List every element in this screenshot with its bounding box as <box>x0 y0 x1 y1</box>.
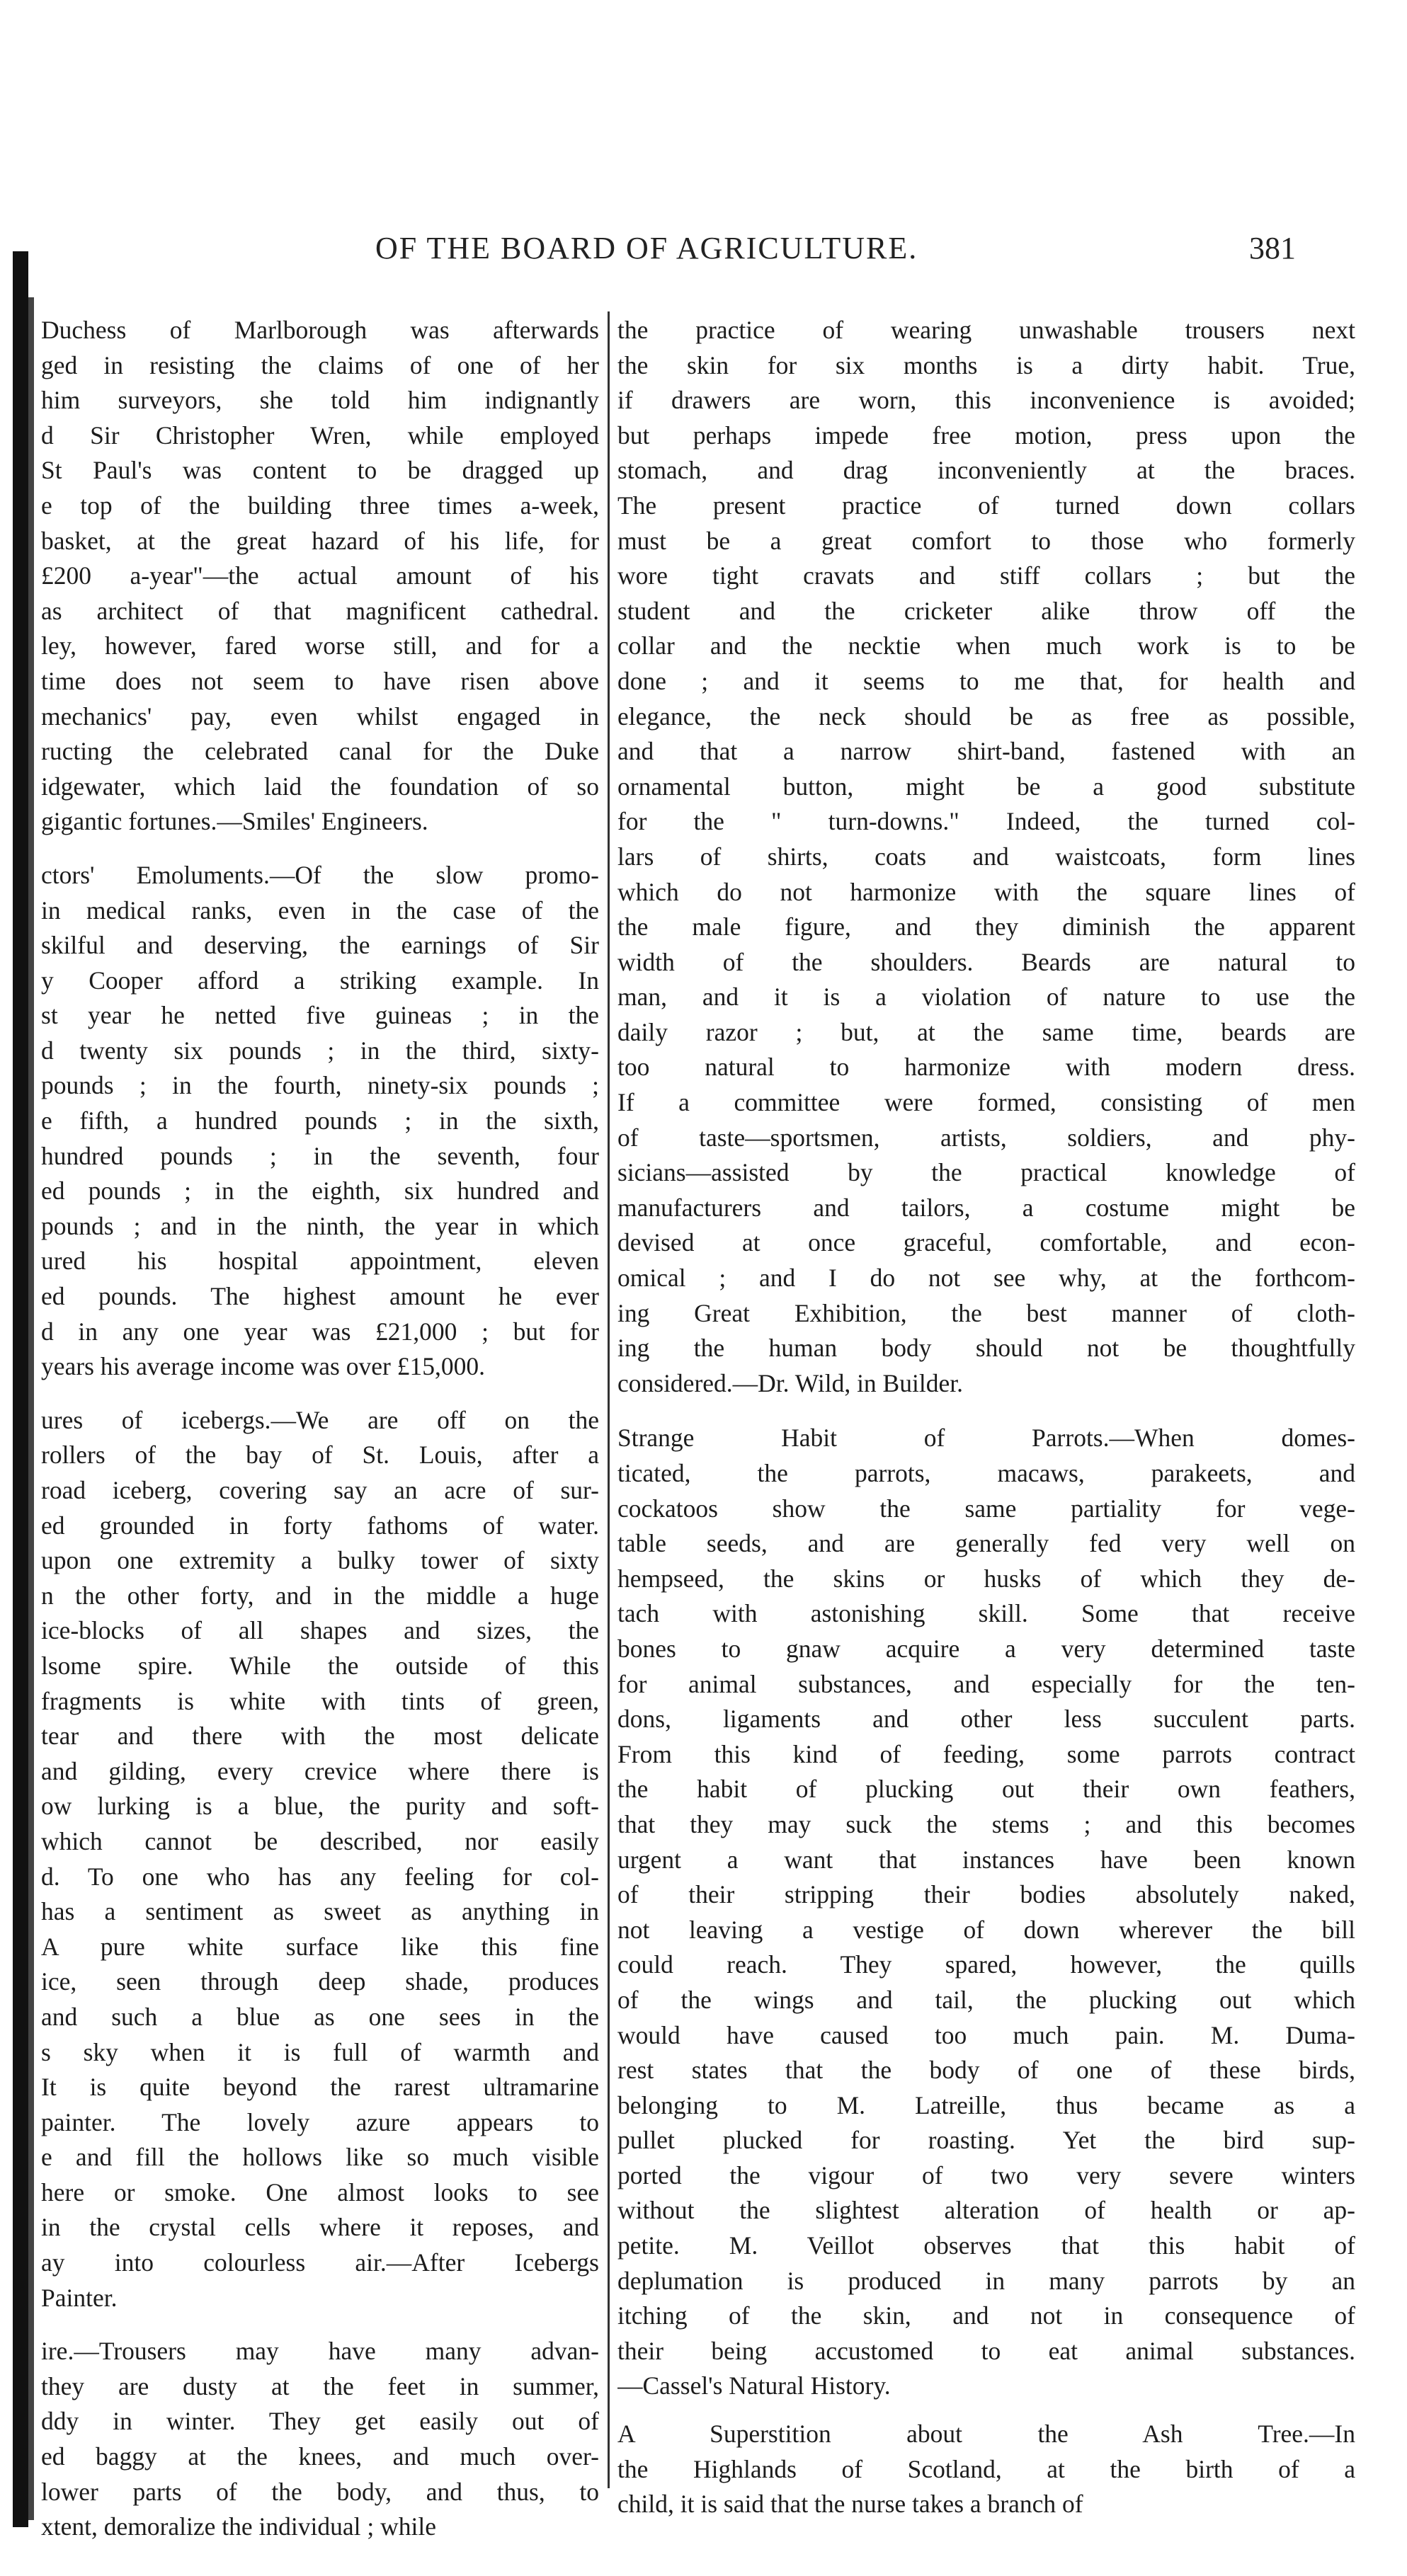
text-line: d Sir Christopher Wren, while employed <box>41 420 599 450</box>
right-column <box>617 313 1355 2522</box>
text-line: pullet plucked for roasting. Yet the bird sup- <box>617 2126 1355 2155</box>
column-rule <box>608 311 610 2488</box>
text-line: omical ; and I do not see why, at the forthcom- <box>617 1264 1355 1293</box>
text-line: hundred pounds ; in the seventh, four <box>41 1141 599 1170</box>
left-paragraph-1 <box>41 313 599 840</box>
text-line: A Superstition about the Ash Tree.—In <box>617 2420 1355 2449</box>
text-line: ured his hospital appointment, eleven <box>41 1247 599 1276</box>
text-line: fragments is white with tints of green, <box>41 1686 599 1715</box>
text-line: mechanics' pay, even whilst engaged in <box>41 702 599 731</box>
running-head: OF THE BOARD OF AGRICULTURE. <box>375 231 918 265</box>
text-line: Painter. <box>41 2283 118 2312</box>
text-line: skilful and deserving, the earnings of Sir <box>41 931 599 960</box>
text-line: ay into colourless air.—After Icebergs <box>41 2248 599 2277</box>
text-line: ructing the celebrated canal for the Duke <box>41 737 599 766</box>
text-line: here or smoke. One almost looks to see <box>41 2177 599 2206</box>
text-line: and such a blue as one sees in the <box>41 2002 599 2031</box>
text-line: d in any one year was £21,000 ; but for <box>41 1317 599 1346</box>
text-line: From this kind of feeding, some parrots contract <box>617 1739 1355 1768</box>
text-line: as architect of that magnificent cathedral. <box>41 596 599 625</box>
text-line: could reach. They spared, however, the quills <box>617 1950 1355 1979</box>
text-line: of taste—sportsmen, artists, soldiers, and phy- <box>617 1123 1355 1152</box>
text-line: ed grounded in forty fathoms of water. <box>41 1511 599 1540</box>
text-line: basket, at the great hazard of his life, for <box>41 526 599 555</box>
text-line: hempseed, the skins or husks of which they de- <box>617 1564 1355 1593</box>
text-line: ow lurking is a blue, the purity and soft- <box>41 1792 599 1821</box>
text-line: child, it is said that the nurse takes a branch of <box>617 2490 1083 2519</box>
text-line: ice, seen through deep shade, produces <box>41 1967 599 1996</box>
text-line: e and fill the hollows like so much visible <box>41 2143 599 2172</box>
text-line: £200 a-year"—the actual amount of his <box>41 561 599 590</box>
text-line: done ; and it seems to me that, for health and <box>617 666 1355 695</box>
text-line: if drawers are worn, this inconvenience is avoided; <box>617 386 1355 415</box>
text-line: the practice of wearing unwashable trousers next <box>617 316 1355 344</box>
text-line: painter. The lovely azure appears to <box>41 2107 599 2136</box>
text-line: lars of shirts, coats and waistcoats, form lines <box>617 842 1355 871</box>
text-line: the male figure, and they diminish the apparent <box>617 912 1355 941</box>
text-line: d twenty six pounds ; in the third, sixty- <box>41 1036 599 1065</box>
text-line: y Cooper afford a striking example. In <box>41 966 599 995</box>
text-line: St Paul's was content to be dragged up <box>41 456 599 485</box>
text-line: e top of the building three times a-week, <box>41 491 599 520</box>
text-line: n the other forty, and in the middle a huge <box>41 1581 599 1610</box>
text-line: of the wings and tail, the plucking out which <box>617 1985 1355 2014</box>
text-line: not leaving a vestige of down wherever the bill <box>617 1915 1355 1944</box>
text-line: ing the human body should not be thoughtfully <box>617 1334 1355 1363</box>
text-line: ing Great Exhibition, the best manner of cloth- <box>617 1298 1355 1327</box>
text-line: him surveyors, she told him indignantly <box>41 386 599 415</box>
text-line: wore tight cravats and stiff collars ; but the <box>617 561 1355 590</box>
text-line: lower parts of the body, and thus, to <box>41 2477 599 2506</box>
text-line: daily razor ; but, at the same time, beards are <box>617 1017 1355 1046</box>
text-line: deplumation is produced in many parrots by an <box>617 2266 1355 2295</box>
text-line: It is quite beyond the rarest ultramarine <box>41 2073 599 2102</box>
text-line: which do not harmonize with the square lines of <box>617 877 1355 906</box>
text-line: time does not seem to have risen above <box>41 666 599 695</box>
text-line: the habit of plucking out their own feathers, <box>617 1775 1355 1804</box>
text-line: petite. M. Veillot observes that this habit of <box>617 2231 1355 2260</box>
text-line: elegance, the neck should be as free as possible, <box>617 702 1355 731</box>
text-line: itching of the skin, and not in consequence of <box>617 2301 1355 2330</box>
text-line: manufacturers and tailors, a costume might be <box>617 1193 1355 1222</box>
text-line: pounds ; in the fourth, ninety-six pounds ; <box>41 1071 599 1100</box>
text-line: road iceberg, covering say an acre of sur- <box>41 1476 599 1504</box>
page-number: 381 <box>1249 231 1296 265</box>
right-paragraph-1 <box>617 313 1355 1401</box>
binding-edge <box>13 251 28 2527</box>
text-line: cockatoos show the same partiality for vege- <box>617 1494 1355 1523</box>
text-line: urgent a want that instances have been known <box>617 1845 1355 1874</box>
text-line: the Highlands of Scotland, at the birth of a <box>617 2454 1355 2483</box>
text-line: considered.—Dr. Wild, in Builder. <box>617 1368 963 1397</box>
text-line: rest states that the body of one of these birds, <box>617 2056 1355 2085</box>
text-line: the skin for six months is a dirty habit. True, <box>617 350 1355 379</box>
text-line: their being accustomed to eat animal substances. <box>617 2336 1355 2365</box>
text-line: ctors' Emoluments.—Of the slow promo- <box>41 860 599 889</box>
text-line: ddy in winter. They get easily out of <box>41 2407 599 2436</box>
binding-shadow <box>28 297 34 2520</box>
text-line: ice-blocks of all shapes and sizes, the <box>41 1616 599 1645</box>
text-line: ported the vigour of two very severe winters <box>617 2160 1355 2189</box>
text-line: too natural to harmonize with modern dress. <box>617 1053 1355 1082</box>
text-line: ley, however, fared worse still, and for a <box>41 631 599 660</box>
text-line: table seeds, and are generally fed very well on <box>617 1529 1355 1558</box>
text-line: ornamental button, might be a good substitute <box>617 772 1355 801</box>
text-line: would have caused too much pain. M. Duma- <box>617 2020 1355 2049</box>
text-line: stomach, and drag inconveniently at the braces. <box>617 456 1355 485</box>
text-line: ged in resisting the claims of one of her <box>41 350 599 379</box>
text-line: ures of icebergs.—We are off on the <box>41 1405 599 1434</box>
text-line: gigantic fortunes.—Smiles' Engineers. <box>41 807 428 836</box>
left-paragraph-4 <box>41 2334 599 2545</box>
text-line: The present practice of turned down collars <box>617 491 1355 520</box>
text-line: man, and it is a violation of nature to use the <box>617 983 1355 1012</box>
text-line: xtent, demoralize the individual ; while <box>41 2512 436 2541</box>
text-line: in medical ranks, even in the case of the <box>41 895 599 925</box>
text-line: —Cassel's Natural History. <box>617 2371 891 2400</box>
text-line: without the slightest alteration of health or ap- <box>617 2196 1355 2225</box>
text-line: must be a great comfort to those who formerly <box>617 526 1355 555</box>
text-line: d. To one who has any feeling for col- <box>41 1862 599 1891</box>
text-line: tach with astonishing skill. Some that receive <box>617 1599 1355 1628</box>
text-line: st year he netted five guineas ; in the <box>41 1001 599 1030</box>
text-line: If a committee were formed, consisting of men <box>617 1088 1355 1117</box>
page-header <box>375 230 1296 280</box>
text-line: belonging to M. Latreille, thus became as a <box>617 2090 1355 2119</box>
text-line: ed pounds. The highest amount he ever <box>41 1282 599 1311</box>
text-line: in the crystal cells where it reposes, and <box>41 2213 599 2242</box>
text-line: for animal substances, and especially for the ten- <box>617 1669 1355 1698</box>
right-paragraph-2 <box>617 1421 1355 2404</box>
text-line: width of the shoulders. Beards are natural to <box>617 947 1355 976</box>
left-paragraph-3 <box>41 1403 599 2315</box>
text-line: student and the cricketer alike throw off the <box>617 596 1355 625</box>
text-line: ed baggy at the knees, and much over- <box>41 2442 599 2471</box>
left-column <box>41 313 599 2545</box>
text-line: and gilding, every crevice where there is <box>41 1756 599 1785</box>
text-line: that they may suck the stems ; and this becomes <box>617 1809 1355 1838</box>
text-line: Strange Habit of Parrots.—When domes- <box>617 1424 1355 1453</box>
text-line: pounds ; and in the ninth, the year in which <box>41 1211 599 1240</box>
text-line: A pure white surface like this fine <box>41 1932 599 1961</box>
text-line: of their stripping their bodies absolutely naked, <box>617 1880 1355 1909</box>
text-line: ticated, the parrots, macaws, parakeets, and <box>617 1459 1355 1487</box>
text-line: Duchess of Marlborough was afterwards <box>41 316 599 344</box>
left-paragraph-2 <box>41 858 599 1385</box>
text-line: sicians—assisted by the practical knowledge of <box>617 1158 1355 1187</box>
text-line: devised at once graceful, comfortable, and econ- <box>617 1228 1355 1257</box>
text-line: ire.—Trousers may have many advan- <box>41 2337 599 2366</box>
text-line: has a sentiment as sweet as anything in <box>41 1897 599 1926</box>
text-line: and that a narrow shirt-band, fastened with an <box>617 737 1355 766</box>
text-line: upon one extremity a bulky tower of sixty <box>41 1546 599 1575</box>
text-line: tear and there with the most delicate <box>41 1722 599 1751</box>
text-line: they are dusty at the feet in summer, <box>41 2371 599 2400</box>
text-line: which cannot be described, nor easily <box>41 1826 599 1855</box>
text-line: e fifth, a hundred pounds ; in the sixth, <box>41 1106 599 1135</box>
text-line: dons, ligaments and other less succulent parts. <box>617 1705 1355 1734</box>
text-line: years his average income was over £15,000. <box>41 1352 485 1381</box>
right-paragraph-3 <box>617 2417 1355 2522</box>
text-line: ed pounds ; in the eighth, six hundred and <box>41 1177 599 1206</box>
text-line: rollers of the bay of St. Louis, after a <box>41 1441 599 1470</box>
text-line: collar and the necktie when much work is to be <box>617 631 1355 660</box>
text-line: s sky when it is full of warmth and <box>41 2037 599 2066</box>
text-line: idgewater, which laid the foundation of so <box>41 772 599 801</box>
text-line: but perhaps impede free motion, press upon the <box>617 420 1355 450</box>
text-line: bones to gnaw acquire a very determined taste <box>617 1634 1355 1663</box>
text-line: lsome spire. While the outside of this <box>41 1651 599 1680</box>
text-line: for the " turn-downs." Indeed, the turned col- <box>617 807 1355 836</box>
